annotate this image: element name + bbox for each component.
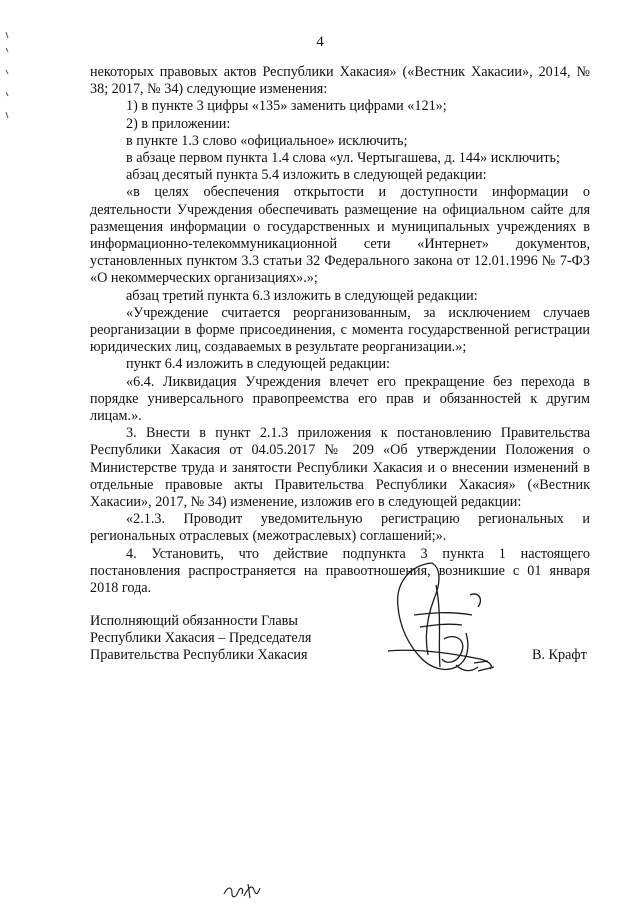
paragraph: 4. Установить, что действие подпункта 3 пункта 1 настоящего постановления распространяется на правоотношения, возникшие с 01 января 2018 года. [90,545,590,597]
margin-marks [4,30,10,120]
paragraph: в абзаце первом пункта 1.4 слова «ул. Чертыгашева, д. 144» исключить; [126,150,560,167]
signatory-position-line: Правительства Республики Хакасия [90,647,308,664]
handwritten-initials [220,880,264,902]
paragraph: в пункте 1.3 слово «официальное» исключить; [126,132,408,149]
paragraph: 3. Внести в пункт 2.1.3 приложения к постановлению Правительства Республики Хакасия от 04.05.2017 № 209 «Об утверждении Положения о Министерстве труда и занятости Республики Хакасия и о внесении изменений в отдельные правовые акты Правительства Республики Хакасия» («Вестник Хакасии», 2017, № 34) изменение, изложив его в следующей редакции: [90,425,590,511]
paragraph: абзац третий пункта 6.3 изложить в следующей редакции: [126,287,478,304]
paragraph: «в целях обеспечения открытости и доступности информации о деятельности Учреждения обеспечивать размещение на официальном сайте для размещения информации о государственных и муниципальных учреждениях в информационно-телекоммуникационной сети «Интернет» документов, установленных пунктом 3.3 статьи 32 Федерального закона от 12.01.1996 № 7-ФЗ «О некоммерческих организациях».»; [90,184,590,287]
signatory-position-line: Исполняющий обязанности Главы [90,613,298,629]
paragraph: некоторых правовых актов Республики Хакасия» («Вестник Хакасии», 2014, № 38; 2017, № 34) следующие изменения: [90,64,590,98]
paragraph: 1) в пункте 3 цифры «135» заменить цифрами «121»; [126,98,447,115]
signatory-position [90,613,311,665]
document-body [90,64,590,597]
signatory-position-line: Республики Хакасия – Председателя [90,630,312,647]
page-number: 4 [316,34,324,50]
paragraph: абзац десятый пункта 5.4 изложить в следующей редакции: [126,167,487,184]
paragraph: 2) в приложении: [126,115,231,132]
paragraph: «2.1.3. Проводит уведомительную регистрацию региональных и региональных отраслевых (межотраслевых) соглашений;». [90,511,590,545]
signatory-name: В. Крафт [532,647,587,663]
paragraph: пункт 6.4 изложить в следующей редакции: [126,356,390,373]
paragraph: «Учреждение считается реорганизованным, за исключением случаев реорганизации в форме присоединения, с момента государственной регистрации юридических лиц, создаваемых в результате реорганизации.»; [90,304,590,356]
handwritten-signature [370,555,510,690]
paragraph: «6.4. Ликвидация Учреждения влечет его прекращение без перехода в порядке универсального правопреемства его прав и обязанностей к другим лицам.». [90,373,590,425]
